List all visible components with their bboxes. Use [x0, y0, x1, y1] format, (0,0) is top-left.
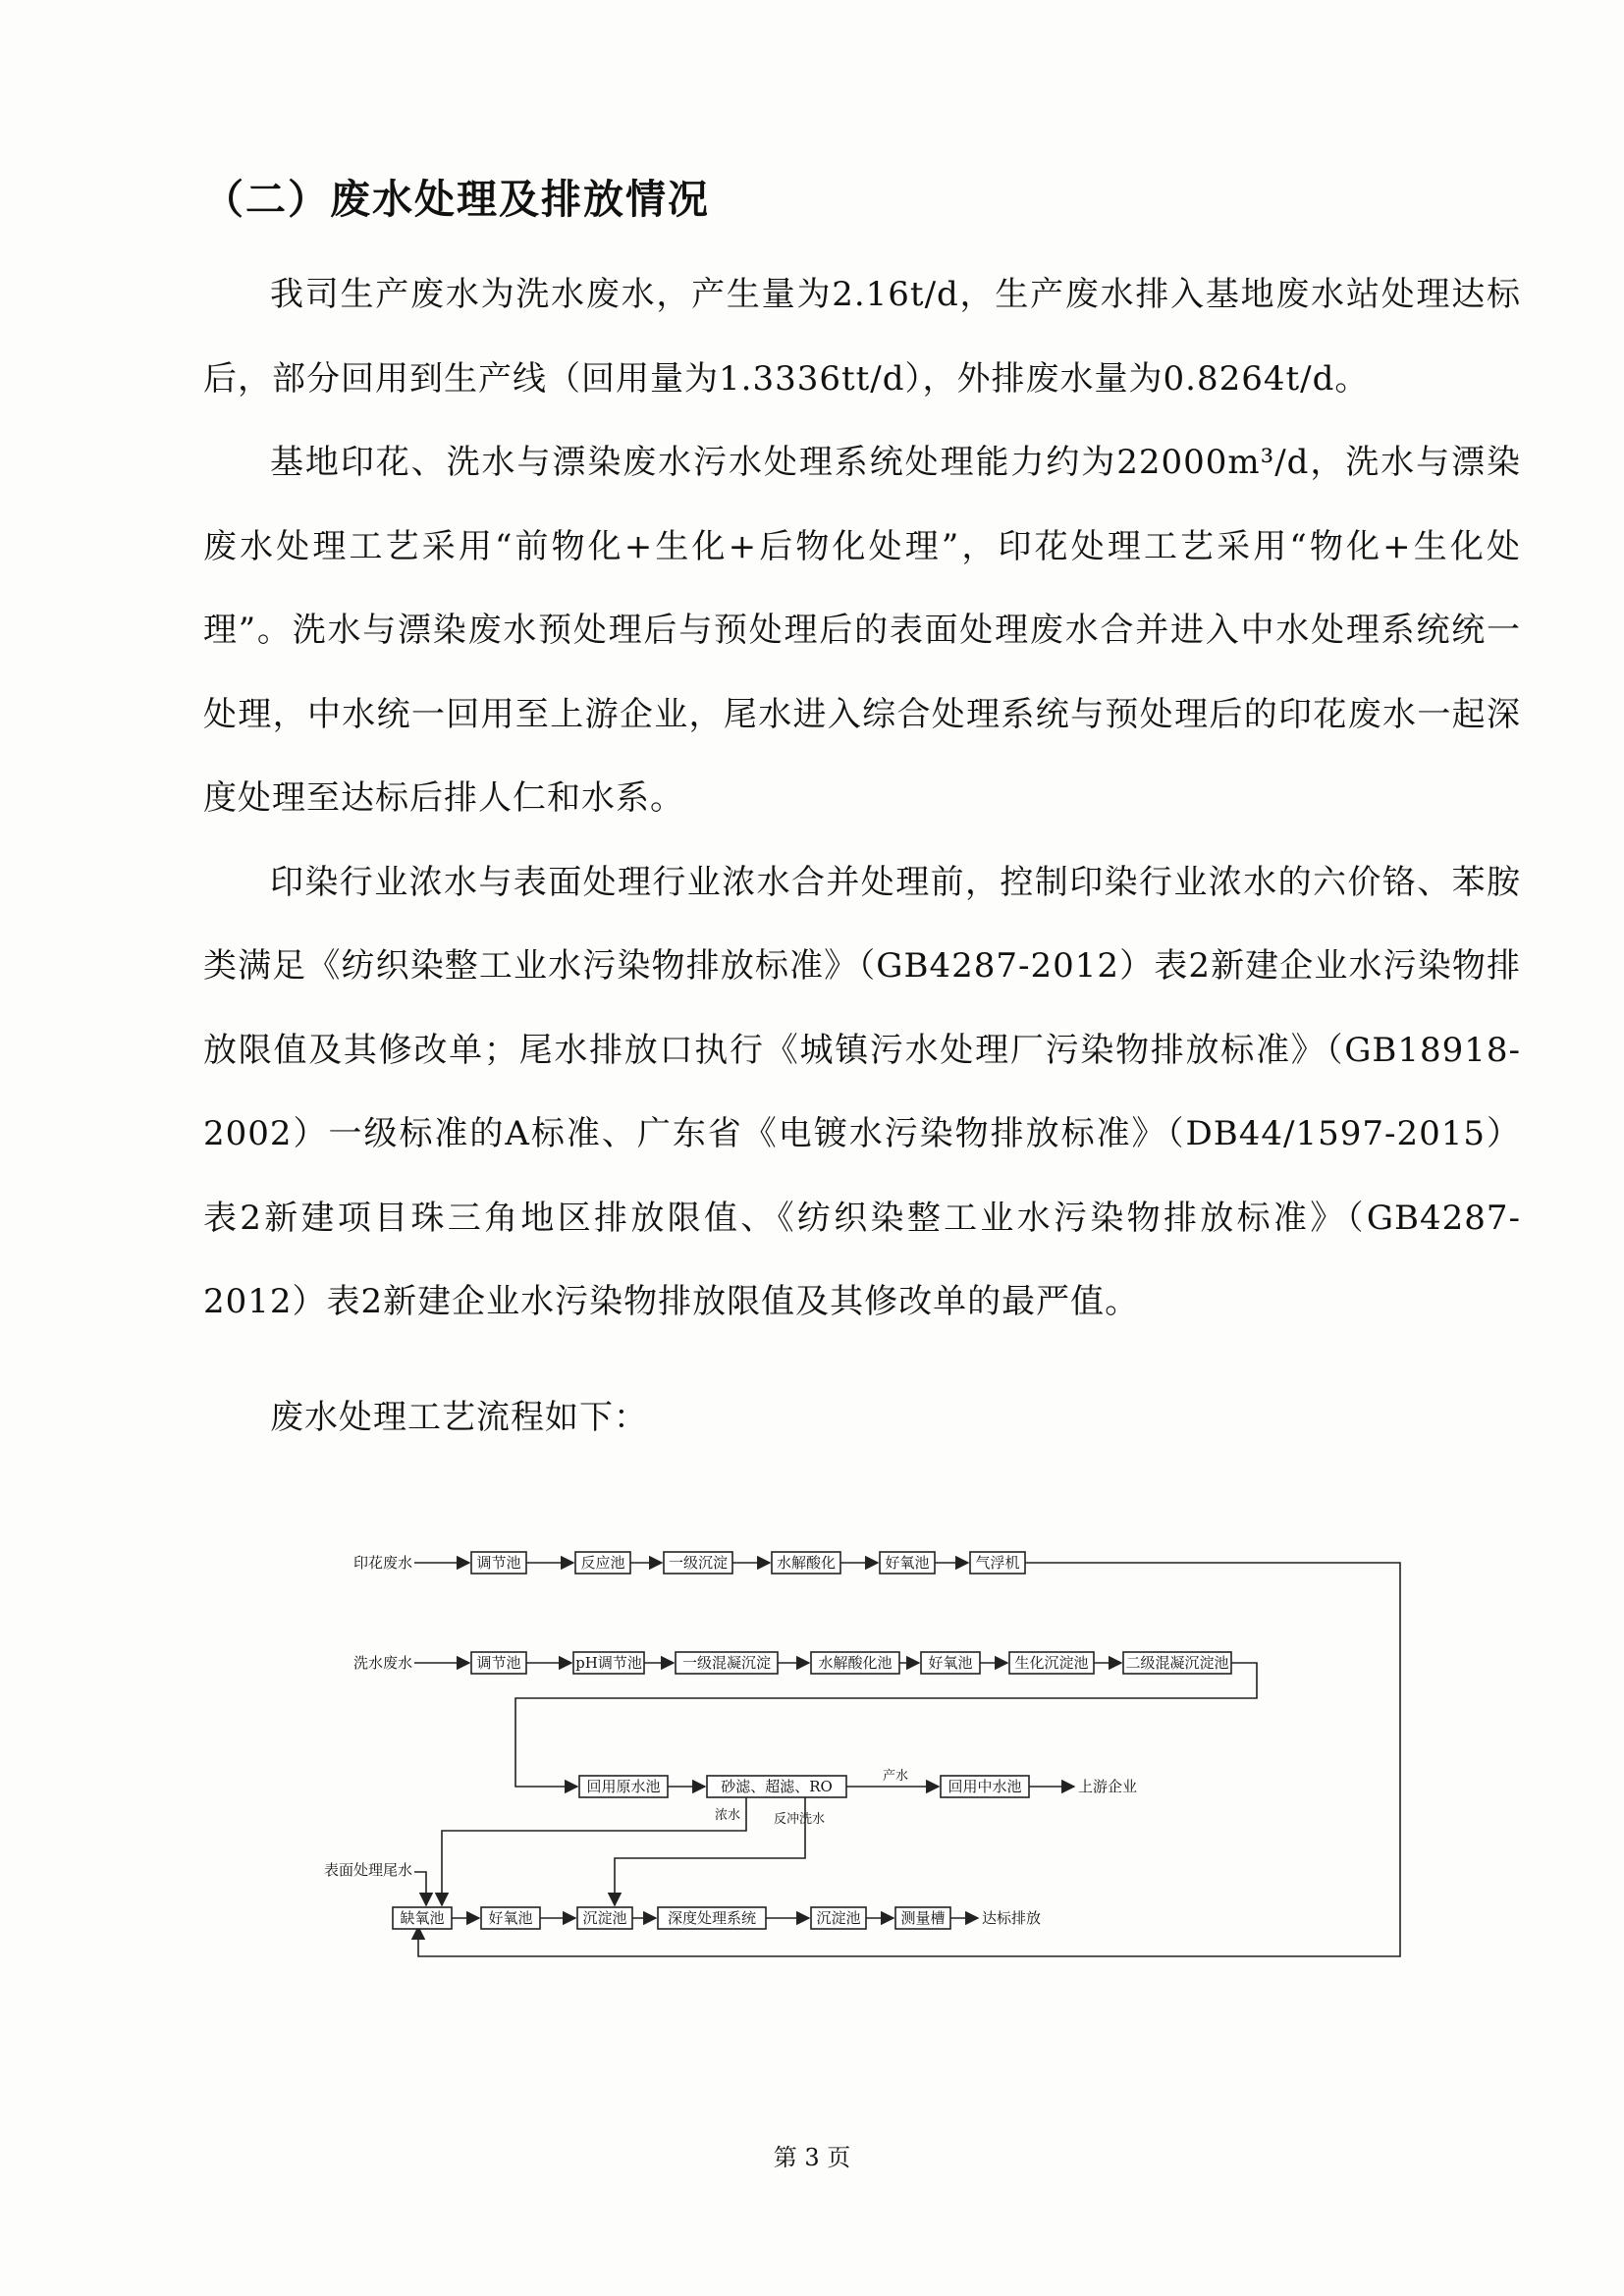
r2-box-6	[1123, 1652, 1231, 1674]
r4-box-4	[811, 1907, 866, 1929]
svg-text:好氧池: 好氧池	[488, 1909, 533, 1927]
r4-box-3	[658, 1907, 766, 1929]
backwash-label: 反冲洗水	[774, 1812, 826, 1827]
r4-box-2	[577, 1907, 632, 1929]
r1-box-3	[772, 1552, 840, 1574]
svg-text:好氧池: 好氧池	[885, 1554, 930, 1572]
svg-text:pH调节池: pH调节池	[575, 1654, 642, 1672]
svg-text:调节池: 调节池	[476, 1654, 521, 1672]
svg-text:生化沉淀池: 生化沉淀池	[1014, 1654, 1089, 1672]
paragraph-3: 印染行业浓水与表面处理行业浓水合并处理前，控制印染行业浓水的六价铬、苯胺类满足《纺织染整工业水污染物排放标准》（GB4287-2012）表2新建企业水污染物排放限值及其修改单；尾水排放口执行《城镇污水处理厂污染物排放标准》（GB18918-2002）一级标准的A标准、广东省《电镀水污染物排放标准》（DB44/1597-2015）表2新建项目珠三角地区排放限值、《纺织染整工业水污染物排放标准》（GB4287-2012）表2新建企业水污染物排放限值及其修改单的最严值。	[203, 862, 1521, 1321]
r3-box-1	[707, 1776, 846, 1797]
paragraph-1: 我司生产废水为洗水废水，产生量为2.16t/d，生产废水排入基地废水站处理达标后，部分回用到生产线（回用量为1.3336tt/d），外排废水量为0.8264t/d。	[203, 275, 1521, 399]
svg-text:缺氧池: 缺氧池	[400, 1909, 445, 1927]
svg-text:回用中水池: 回用中水池	[947, 1778, 1022, 1795]
svg-text:一级沉淀: 一级沉淀	[668, 1554, 729, 1572]
source-surface-treatment: 表面处理尾水	[324, 1861, 413, 1879]
discharge-label: 达标排放	[982, 1909, 1042, 1927]
r2-box-0	[471, 1652, 526, 1674]
process-flow-diagram	[324, 1546, 1424, 1988]
svg-text:水解酸化: 水解酸化	[776, 1554, 837, 1572]
svg-text:砂滤、超滤、RO: 砂滤、超滤、RO	[721, 1778, 833, 1795]
svg-text:深度处理系统: 深度处理系统	[667, 1909, 757, 1927]
flow-svg	[324, 1546, 1424, 1988]
r2-box-4	[921, 1652, 980, 1674]
source-washing-wastewater: 洗水废水	[353, 1654, 413, 1672]
r1-box-1	[575, 1552, 630, 1574]
svg-text:沉淀池: 沉淀池	[582, 1909, 627, 1927]
r1-box-2	[664, 1552, 732, 1574]
r2-box-5	[1009, 1652, 1094, 1674]
r3-box-2	[941, 1776, 1029, 1797]
source-printing-wastewater: 印花废水	[353, 1554, 413, 1572]
product-water-label: 产水	[882, 1769, 909, 1784]
paragraph-2: 基地印花、洗水与漂染废水污水处理系统处理能力约为22000m³/d，洗水与漂染废水处理工艺采用“前物化+生化+后物化处理”，印花处理工艺采用“物化+生化处理”。洗水与漂染废水预处理后与预处理后的表面处理废水合并进入中水处理系统统一处理，中水统一回用至上游企业，尾水进入综合处理系统与预处理后的印花废水一起深度处理至达标后排人仁和水系。	[203, 443, 1521, 818]
svg-text:测量槽: 测量槽	[900, 1909, 946, 1927]
r3-box-0	[579, 1776, 668, 1797]
r2-box-2	[676, 1652, 778, 1674]
body-text	[203, 253, 1521, 1460]
svg-text:气浮机: 气浮机	[975, 1554, 1020, 1572]
upstream-enterprise-label: 上游企业	[1078, 1778, 1138, 1795]
svg-text:反应池: 反应池	[580, 1554, 625, 1572]
svg-text:回用原水池: 回用原水池	[586, 1778, 661, 1795]
svg-text:水解酸化池: 水解酸化池	[818, 1654, 893, 1672]
r4-box-0	[393, 1907, 452, 1929]
svg-text:调节池: 调节池	[476, 1554, 521, 1572]
r1-box-0	[471, 1552, 526, 1574]
concentrate-label: 浓水	[715, 1808, 741, 1823]
r2-box-3	[811, 1652, 899, 1674]
r1-box-4	[880, 1552, 935, 1574]
flow-intro: 废水处理工艺流程如下：	[270, 1397, 648, 1437]
r4-box-1	[481, 1907, 540, 1929]
page-number: 第 3 页	[773, 2144, 851, 2171]
svg-text:一级混凝沉淀: 一级混凝沉淀	[681, 1654, 772, 1672]
svg-text:好氧池: 好氧池	[928, 1654, 973, 1672]
r1-box-5	[970, 1552, 1025, 1574]
r2-box-1	[573, 1652, 644, 1674]
svg-text:沉淀池: 沉淀池	[816, 1909, 861, 1927]
r4-box-5	[895, 1907, 950, 1929]
svg-text:二级混凝沉淀池: 二级混凝沉淀池	[1125, 1654, 1229, 1672]
section-heading: （二）废水处理及排放情况	[203, 176, 710, 223]
